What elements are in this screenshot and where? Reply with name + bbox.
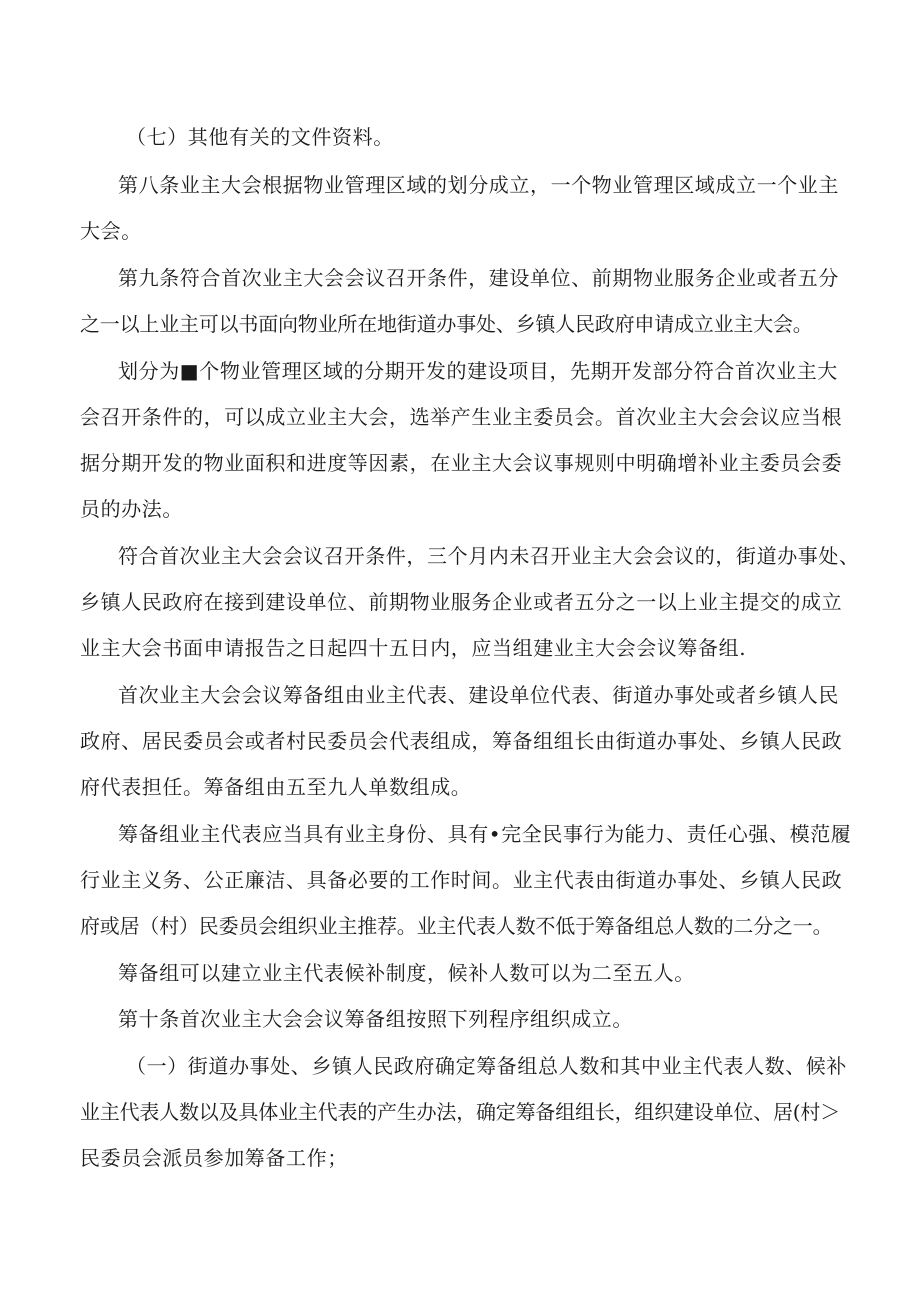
committee-composition-line-2: 政府、居民委员会或者村民委员会代表组成，筹备组组长由街道办事处、乡镇人民政 [80,729,843,753]
item-1-line-1: （一）街道办事处、乡镇人民政府确定筹备组总人数和其中业主代表人数、候补 [126,1054,847,1078]
article-10-line: 第十条首次业主大会会议筹备组按照下列程序组织成立。 [118,1007,633,1031]
three-month-line-2: 乡镇人民政府在接到建设单位、前期物业服务企业或者五分之一以上业主提交的成立 [80,590,843,614]
committee-composition-line-1: 首次业主大会会议筹备组由业主代表、建设单位代表、街道办事处或者乡镇人民 [118,683,839,707]
three-month-line-1: 符合首次业主大会会议召开条件，三个月内未召开业主大会会议的，街道办事处、 [118,544,860,568]
alternate-system-line: 筹备组可以建立业主代表候补制度，候补人数可以为二至五人。 [118,961,695,985]
committee-composition-line-3: 府代表担任。筹备组由五至九人单数组成。 [80,775,472,799]
article-8-line-2: 大会。 [80,219,142,243]
phased-project-line-4: 员的办法。 [80,497,183,521]
article-9-line-2: 之一以上业主可以书面向物业所在地街道办事处、乡镇人民政府申请成立业主大会。 [80,312,813,336]
phased-project-line-1: 划分为■个物业管理区域的分期开发的建设项目，先期开发部分符合首次业主大 [118,359,838,383]
three-month-line-3: 业主大会书面申请报告之日起四十五日内，应当组建业主大会会议筹备组. [80,636,747,660]
article-8-line-1: 第八条业主大会根据物业管理区域的划分成立，一个物业管理区域成立一个业主 [118,173,839,197]
phased-project-line-2: 会召开条件的，可以成立业主大会，选举产生业主委员会。首次业主大会会议应当根 [80,405,843,429]
phased-project-line-3: 据分期开发的物业面积和进度等因素，在业主大会议事规则中明确增补业主委员会委 [80,451,843,475]
article-9-line-1: 第九条符合首次业主大会会议召开条件，建设单位、前期物业服务企业或者五分 [118,266,839,290]
owner-rep-line-3: 府或居（村）民委员会组织业主推荐。业主代表人数不低于筹备组总人数的二分之一。 [80,914,833,938]
item-1-line-3: 民委员会派员参加筹备工作； [80,1146,348,1170]
item-1-line-2: 业主代表人数以及具体业主代表的产生办法，确定筹备组组长，组织建设单位、居(村＞ [80,1100,841,1124]
owner-rep-line-1: 筹备组业主代表应当具有业主身份、具有•完全民事行为能力、责任心强、模范履 [118,822,852,846]
line-item-7: （七）其他有关的文件资料。 [126,125,394,149]
owner-rep-line-2: 行业主义务、公正廉洁、具备必要的工作时间。业主代表由街道办事处、乡镇人民政 [80,868,843,892]
